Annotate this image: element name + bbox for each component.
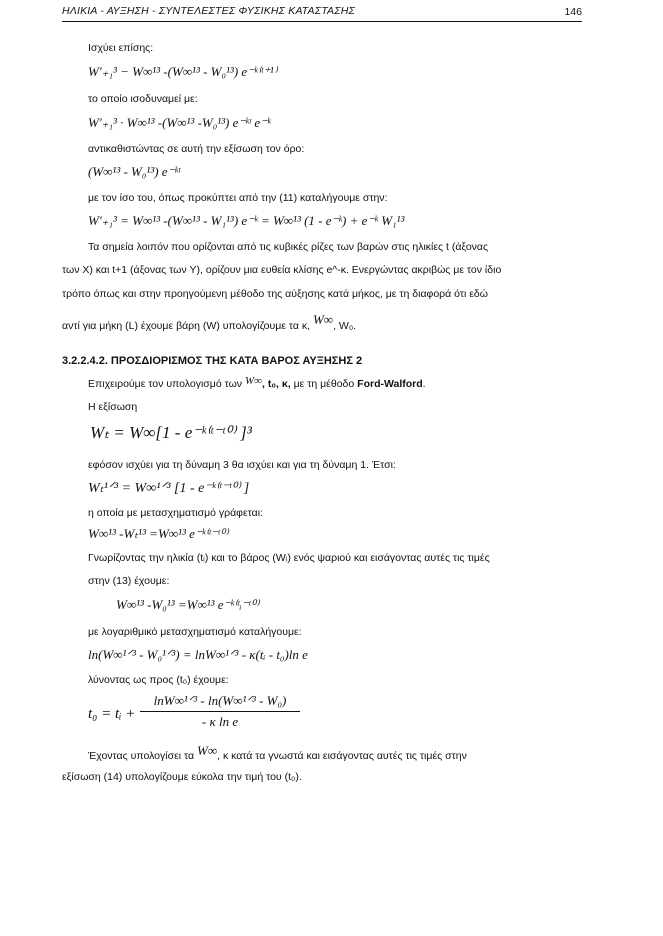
since-text: εφόσον ισχύει για τη δύναμη 3 θα ισχύει και για τη δύναμη 1. Έτσι:	[88, 459, 396, 471]
equation-9: ln(W∞¹ᐟ³ - W₀¹ᐟ³) = lnW∞¹ᐟ³ - κ(tᵢ - t₀)ln e	[88, 647, 308, 662]
fraction-denominator: - κ ln e	[201, 714, 239, 729]
equation-10-fraction	[140, 693, 300, 733]
equation-7: W∞¹³ -Wₜ¹³ =W∞¹³ e⁻ᵏ⁽ᵗ⁻ᵗ⁰⁾	[88, 526, 229, 541]
transform-text: η οποία με μετασχηματισμό γράφεται:	[88, 507, 263, 519]
the-equation-text: Η εξίσωση	[88, 401, 138, 413]
attempt-w-infinity: W∞	[244, 375, 262, 387]
equation-4: W'₊₁³ = W∞¹³ -(W∞¹³ - W₁¹³) e⁻ᵏ = W∞¹³ (1 - e⁻ᵏ) + e⁻ᵏ W₁¹³	[88, 213, 405, 228]
running-header	[62, 5, 582, 22]
equation-2: W'₊₁³ · W∞¹³ -(W∞¹³ -W₀¹³) e⁻ᵏᵗ e⁻ᵏ	[88, 115, 271, 130]
knowing-line-1: Γνωρίζοντας την ηλικία (tᵢ) και το βάρος (Wᵢ) ενός ψαριού και εισάγοντας αυτές τις τιμές	[88, 552, 490, 564]
equation-10-lhs: t₀ = tᵢ +	[88, 706, 136, 722]
paragraph-line-4-start: αντί για μήκη (L) έχουμε βάρη (W) υπολογίζουμε τα κ,	[62, 320, 311, 332]
final-line-2: εξίσωση (14) υπολογίζουμε εύκολα την τιμή του (t₀).	[62, 771, 302, 783]
attempt-text	[88, 375, 426, 391]
w-infinity-symbol: W∞	[312, 312, 334, 327]
paragraph-line-4	[62, 312, 357, 333]
section-heading: 3.2.2.4.2. ΠΡΟΣΔΙΟΡΙΣΜΟΣ ΤΗΣ ΚΑΤΑ ΒΑΡΟΣ ΑΥΞΗΣΗΣ 2	[62, 355, 363, 367]
attempt-start: Επιχειρούμε τον υπολογισμό των	[88, 378, 243, 390]
substituting-text: αντικαθιστώντας σε αυτή την εξίσωση τον όρο:	[88, 143, 305, 155]
log-transform-text: με λογαριθμικό μετασχηματισμό καταλήγουμε:	[88, 626, 302, 638]
paragraph-line-4-end: , W₀.	[333, 320, 357, 332]
attempt-params: , t₀, κ,	[261, 378, 291, 390]
header-title: ΗΛΙΚΙΑ - ΑΥΞΗΣΗ - ΣΥΝΤΕΛΕΣΤΕΣ ΦΥΣΙΚΗΣ ΚΑΤΑΣΤΑΣΗΣ	[62, 5, 356, 17]
final-line-1-start: Έχοντας υπολογίσει τα	[88, 750, 195, 762]
paragraph-line-3: τρόπο όπως και στην προηγούμενη μέθοδο της αύξησης κατά μήκος, με τη διαφορά ότι εδώ	[62, 288, 488, 300]
attempt-period: .	[422, 378, 426, 390]
equation-5: Wₜ = W∞[1 - e⁻ᵏ⁽ᵗ⁻ᵗ⁰⁾ ]³	[90, 423, 252, 442]
method-name: Ford-Walford	[357, 378, 423, 390]
final-w-infinity: W∞	[197, 743, 218, 758]
with-equal-text: με τον ίσο του, όπως προκύπτει από την (11) καταλήγουμε στην:	[88, 192, 388, 204]
equation-8: W∞¹³ -W₀¹³ =W∞¹³ e⁻ᵏ⁽ᵗᵢ⁻ᵗ⁰⁾	[116, 597, 259, 612]
intro-text: Ισχύει επίσης:	[88, 42, 154, 54]
equation-1: W'₊₁³ − W∞¹³ -(W∞¹³ - W₀¹³) e⁻ᵏ⁽ᵗ⁺¹⁾	[88, 64, 278, 79]
final-line-1-end: , κ κατά τα γνωστά και εισάγοντας αυτές τις τιμές στην	[217, 750, 467, 762]
fraction-numerator: lnW∞¹ᐟ³ - ln(W∞¹ᐟ³ - W₀)	[153, 693, 287, 708]
paragraph-line-2: των X) και t+1 (άξονας των Y), ορίζουν μια ευθεία κλίσης e^-κ. Ενεργώντας ακριβώς με τον ίδιο	[62, 264, 502, 276]
attempt-method-label: με τη μέθοδο	[293, 378, 355, 390]
fraction-bar	[140, 711, 300, 712]
page-number: 146	[564, 6, 582, 18]
equation-6: Wₜ¹ᐟ³ = W∞¹ᐟ³ [1 - e⁻ᵏ⁽ᵗ⁻ᵗ⁰⁾ ]	[88, 481, 250, 496]
solving-text: λύνοντας ως προς (t₀) έχουμε:	[88, 674, 229, 686]
means-text: το οποίο ισοδυναμεί με:	[88, 93, 198, 105]
final-line-1	[88, 743, 467, 763]
paragraph-line-1: Τα σημεία λοιπόν που ορίζονται από τις κυβικές ρίζες των βαρών στις ηλικίες t (άξονας	[88, 241, 489, 253]
knowing-line-2: στην (13) έχουμε:	[88, 575, 170, 587]
equation-3: (W∞¹³ - W₀¹³) e⁻ᵏᵗ	[88, 164, 181, 179]
